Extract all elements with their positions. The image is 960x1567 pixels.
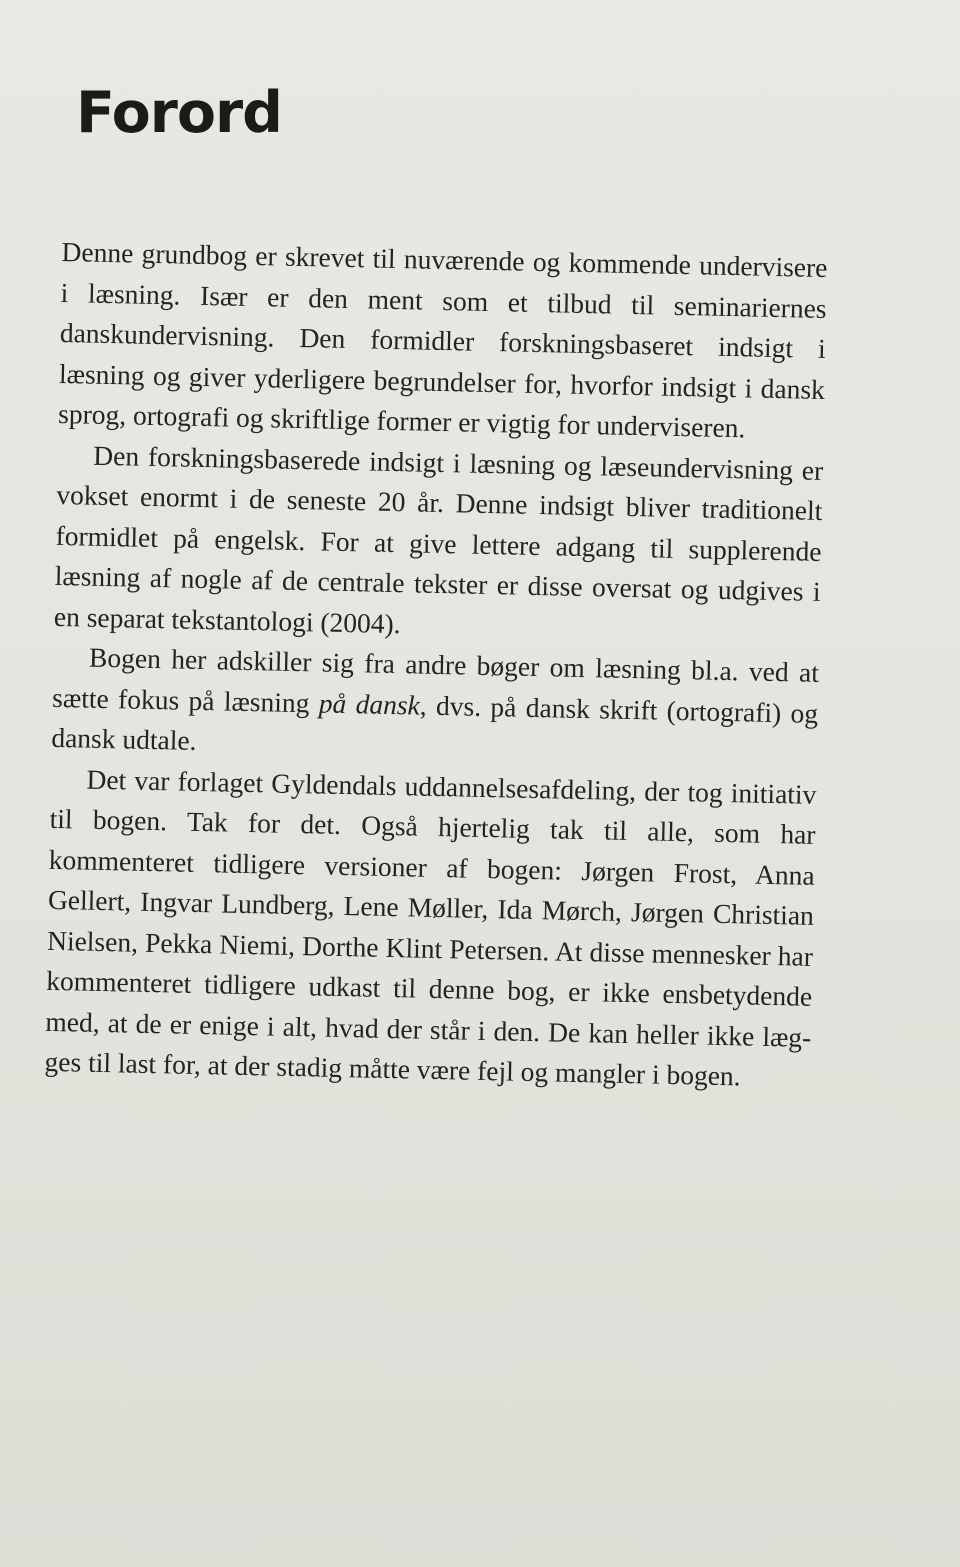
paragraph-focus-emphasis: på dansk <box>318 686 421 721</box>
paragraph-focus-before: Bogen her adskiller sig fra andre bøger om læsning bl.a. ved at sætte fokus på læsning <box>51 641 820 718</box>
paragraph-focus <box>51 637 819 775</box>
paragraph-thanks: Det var forlaget Gyldendals uddannelsesafdeling, der tog initiativ til bogen. Tak for det. Også hjertelig tak til alle, som har kommenteret tidligere versioner af bogen: Jørgen Frost, Anna Gellert, Ingvar Lundberg, Lene Møller, Ida Mørch, Jørgen Christian Nielsen, Pekka Niemi, Dorthe Klint Petersen. At disse mennesker har kommenteret tidligere udkast til denne bog, er ikke ensbetydende med, at de er enige i alt, hvad der står i den. De kan heller ikke lægges til last for, at der stadig måtte være fejl og mangler i bogen. <box>44 763 817 1092</box>
paragraph-intro: Denne grundbog er skrevet til nuværende og kommende undervisere i læsning. Især er den ment som et tilbud til seminariernes danskundervisning. Den formidler forskningsbaseret indsigt i læsning og giver yderligere begrundelser for, hvorfor indsigt i dansk sprog, ortografi og skriftlige former er vigtig for underviseren. <box>57 235 828 444</box>
page-title: Forord <box>76 80 282 146</box>
body-text <box>44 232 828 1098</box>
paragraph-research: Den forskningsbaserede indsigt i læsning og læseundervisning er vokset enormt i de seneste 20 år. Denne indsigt bliver traditionelt formidlet på engelsk. For at give lettere adgang til supplerende læsning af nogle af de centrale tekster er disse oversat og udgives i en separat tekstantologi (2004). <box>53 439 824 639</box>
paragraph-focus-after: , dvs. på dansk skrift (ortografi) og dansk udtale. <box>51 689 819 756</box>
